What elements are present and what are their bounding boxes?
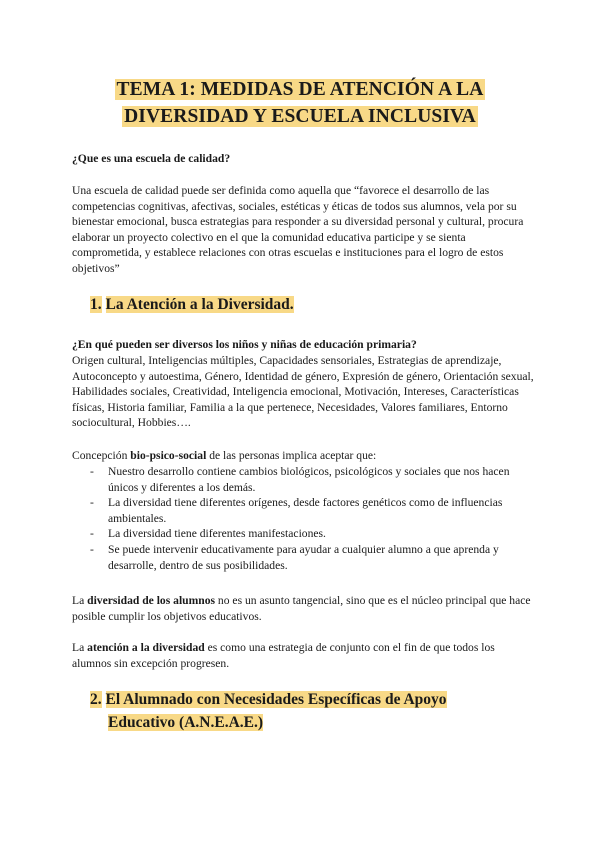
section-2-heading <box>90 688 530 734</box>
bullet-dash: - <box>90 465 94 478</box>
biopsychosocial-intro <box>72 448 532 464</box>
p2-post: es como una estrategia de conjunto con el fin de que todos los alumnos sin excepción progresen. <box>72 641 495 670</box>
concept-bold: bio-psico-social <box>130 449 207 462</box>
section-1-heading <box>90 293 294 316</box>
bullet-dash: - <box>90 527 94 541</box>
concept-pre: Concepción <box>72 449 131 462</box>
list-item-text: La diversidad tiene diferentes orígenes, desde factores genéticos como de influencias ambientales. <box>108 496 503 525</box>
section-2-number: 2. <box>90 691 102 708</box>
diversity-core-paragraph <box>72 593 532 624</box>
p2-pre: La <box>72 641 88 654</box>
section-1-number: 1. <box>90 296 102 313</box>
attention-strategy-paragraph <box>72 640 532 671</box>
list-item <box>90 495 530 526</box>
title-line-2: DIVERSIDAD Y ESCUELA INCLUSIVA <box>124 106 476 127</box>
quality-question: ¿Que es una escuela de calidad? <box>72 152 231 165</box>
list-item-text: La diversidad tiene diferentes manifestaciones. <box>108 527 326 541</box>
acceptance-list <box>90 464 530 573</box>
diversity-question: ¿En qué pueden ser diversos los niños y niñas de educación primaria? <box>72 338 417 351</box>
title-line-1: TEMA 1: MEDIDAS DE ATENCIÓN A LA <box>116 79 484 100</box>
p1-bold: diversidad de los alumnos <box>87 594 216 607</box>
list-item-text: Se puede intervenir educativamente para ayudar a cualquier alumno a que aprenda y desarrolle, dentro de sus posibilidades. <box>108 542 499 572</box>
list-item-text: Nuestro desarrollo contiene cambios biológicos, psicológicos y sociales que nos hacen únicos y diferentes a los demás. <box>108 465 510 494</box>
bullet-dash: - <box>90 542 94 556</box>
concept-post: de las personas implica aceptar que: <box>206 449 377 462</box>
section-2-title-line-2: Educativo (A.N.E.A.E.) <box>108 714 264 731</box>
p1-pre: La <box>72 594 88 607</box>
quality-definition: Una escuela de calidad puede ser definida como aquella que “favorece el desarrollo de las competencias cognitivas, afectivas, sociales, estéticas y éticas de todos sus alumnos, vela por su bienestar emocional, busca estrategias para responder a su diversidad personal y cultural, procura elaborar un proyecto colectivo en el que la comunidad educativa participe y se sienta comprometida, y establece relaciones con otras escuelas e instituciones para el logro de estos objetivos” <box>72 184 524 275</box>
list-item <box>90 464 530 495</box>
list-item <box>90 526 530 542</box>
section-1-title: La Atención a la Diversidad. <box>105 296 294 313</box>
document-title <box>0 76 600 130</box>
diversity-list-text: Origen cultural, Inteligencias múltiples, Capacidades sensoriales, Estrategias de aprendizaje, Autoconcepto y autoestima, Género, Identidad de género, Expresión de género, Orientación sexual, Habilidades sociales, Creatividad, Inteligencia emocional, Motivación, Intereses, Características físicas, Historia familiar, Familia a la que pertenece, Necesidades, Valores familiares, Entorno sociocultural, Hobbies…. <box>72 354 534 430</box>
section-2-title-line-1: El Alumnado con Necesidades Específicas de Apoyo <box>105 691 447 708</box>
bullet-dash: - <box>90 496 94 510</box>
list-item <box>90 542 530 573</box>
p1-post: no es un asunto tangencial, sino que es el núcleo principal que hace posible cumplir los objetivos educativos. <box>72 594 531 623</box>
p2-bold: atención a la diversidad <box>87 641 205 654</box>
